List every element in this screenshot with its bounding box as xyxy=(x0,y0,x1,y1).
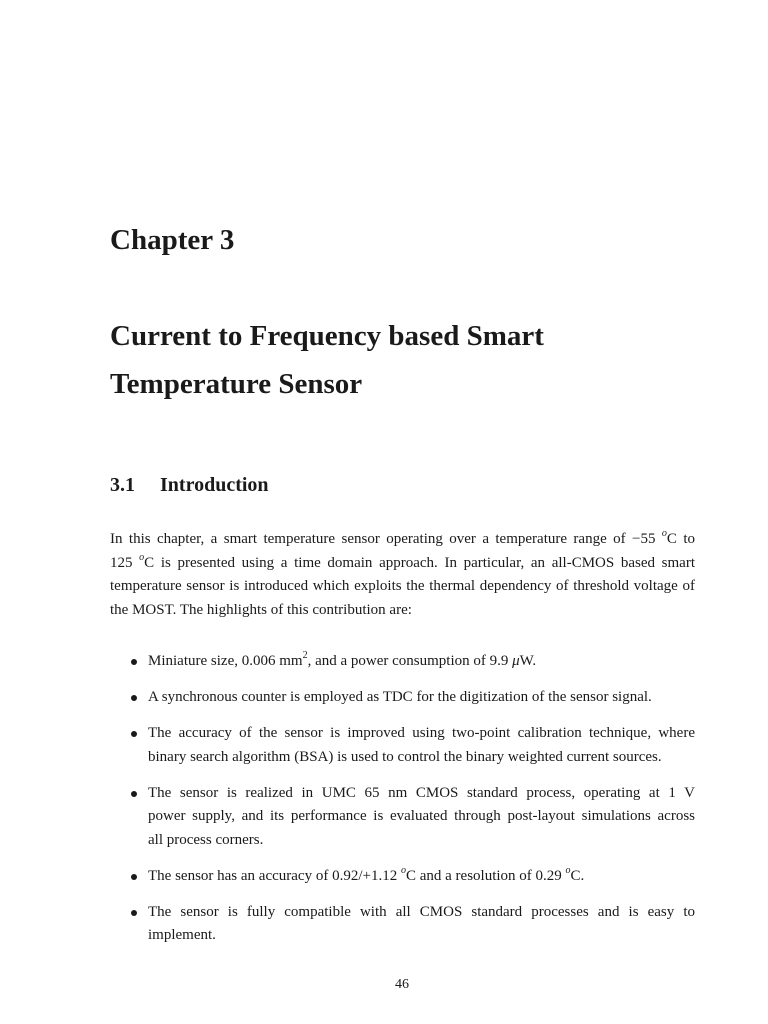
highlights-list xyxy=(110,650,695,960)
list-item: The sensor has an accuracy of 0.92/+1.12 $^o$C and a resolution of 0.29 $^o$C. xyxy=(110,865,695,889)
chapter-label: Chapter 3 xyxy=(110,224,235,256)
intro-paragraph xyxy=(110,528,695,622)
paragraph-line: In this chapter, a smart temperature sensor operating over a temperature range of −55 $^o$C to xyxy=(110,528,695,547)
chapter-title-line: Temperature Sensor xyxy=(110,368,363,400)
list-item: The sensor is realized in UMC 65 nm CMOS standard process, operating at 1 V power supply, and its performance is evaluated through post-layout simulations across all process corners. xyxy=(110,782,695,853)
bullet-icon xyxy=(131,791,137,797)
paragraph-line: 125 $^o$C is presented using a time domain approach. In particular, an all-CMOS based smart xyxy=(110,551,695,571)
paragraph-line: the MOST. The highlights of this contribution are: xyxy=(110,601,412,618)
page-number: 46 xyxy=(395,977,409,992)
bullet-icon xyxy=(131,659,137,665)
paragraph-line: temperature sensor is introduced which exploits the thermal dependency of threshold voltage of xyxy=(110,578,695,594)
chapter-title xyxy=(110,312,710,408)
bullet-icon xyxy=(131,695,137,701)
chapter-title-line: Current to Frequency based Smart xyxy=(110,320,544,352)
bullet-icon xyxy=(131,874,137,880)
section-number: 3.1 xyxy=(110,474,135,496)
list-item: A synchronous counter is employed as TDC for the digitization of the sensor signal. xyxy=(110,686,695,710)
list-item: The sensor is fully compatible with all CMOS standard processes and is easy to implement. xyxy=(110,901,695,948)
list-item: Miniature size, 0.006 $mm^2$, and a power consumption of 9.9 μW. xyxy=(110,650,695,674)
bullet-icon xyxy=(131,731,137,737)
list-item: The accuracy of the sensor is improved using two-point calibration technique, where binary search algorithm (BSA) is used to control the binary weighted current sources. xyxy=(110,722,695,769)
section-heading xyxy=(110,472,269,498)
section-title: Introduction xyxy=(160,474,269,496)
bullet-icon xyxy=(131,910,137,916)
